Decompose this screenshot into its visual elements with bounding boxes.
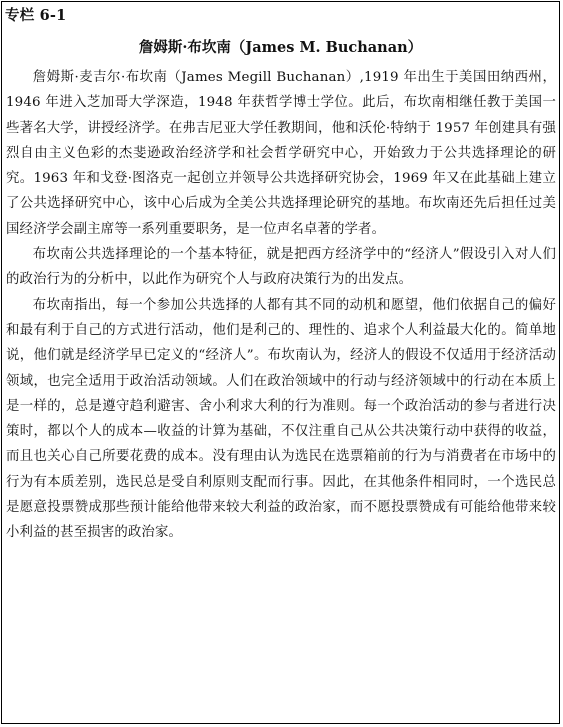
paragraph-economic-man: 布坎南公共选择理论的一个基本特征，就是把西方经济学中的“经济人”假设引入对人们的政治行为的分析中，以此作为研究个人与政府决策行为的出发点。	[6, 247, 556, 288]
column-label: 专栏 6-1	[5, 7, 67, 24]
paragraph-public-choice: 布坎南指出，每一个参加公共选择的人都有其不同的动机和愿望，他们依据自己的偏好和最有利于自己的方式进行活动，他们是利己的、理性的、追求个人利益最大化的。简单地说，他们就是经济学早已定义的“经济人”。布坎南认为，经济人的假设不仅适用于经济活动领域，也完全适用于政治活动领域。人们在政治领域中的行动与经济领域中的行动在本质上是一样的，总是遵守趋利避害、舍小利求大利的行为准则。每一个政治活动的参与者进行决策时，都以个人的成本—收益的计算为基础，不仅注重自己从公共决策行动中获得的收益，而且也关心自己所要花费的成本。没有理由认为选民在选票箱前的行为与消费者在市场中的行为有本质差别，选民总是受自利原则支配而行事。因此，在其他条件相同时，一个选民总是愿意投票赞成那些预计能给他带来较大利益的政治家，而不愿投票赞成有可能给他带来较小利益的甚至损害的政治家。	[6, 297, 556, 541]
column-title: 詹姆斯·布坎南（James M. Buchanan）	[138, 39, 423, 56]
column-box	[1, 1, 560, 724]
paragraph-biography: 詹姆斯·麦吉尔·布坎南（James Megill Buchanan）,1919 年出生于美国田纳西州，1946 年进入芝加哥大学深造，1948 年获哲学博士学位。此后，布坎南相继任教于美国一些著名大学，讲授经济学。在弗吉尼亚大学任教期间，他和沃伦·特纳于 1957 年创建具有强烈自由主义色彩的杰斐逊政治经济学和社会哲学研究中心，开始致力于公共选择理论的研究。1963 年和戈登·图洛克一起创立并领导公共选择研究协会，1969 年又在此基础上建立了公共选择研究中心，该中心后成为全美公共选择理论研究的基地。布坎南还先后担任过美国经济学会副主席等一系列重要职务，是一位声名卓著的学者。	[6, 70, 556, 237]
column-body	[6, 65, 556, 546]
